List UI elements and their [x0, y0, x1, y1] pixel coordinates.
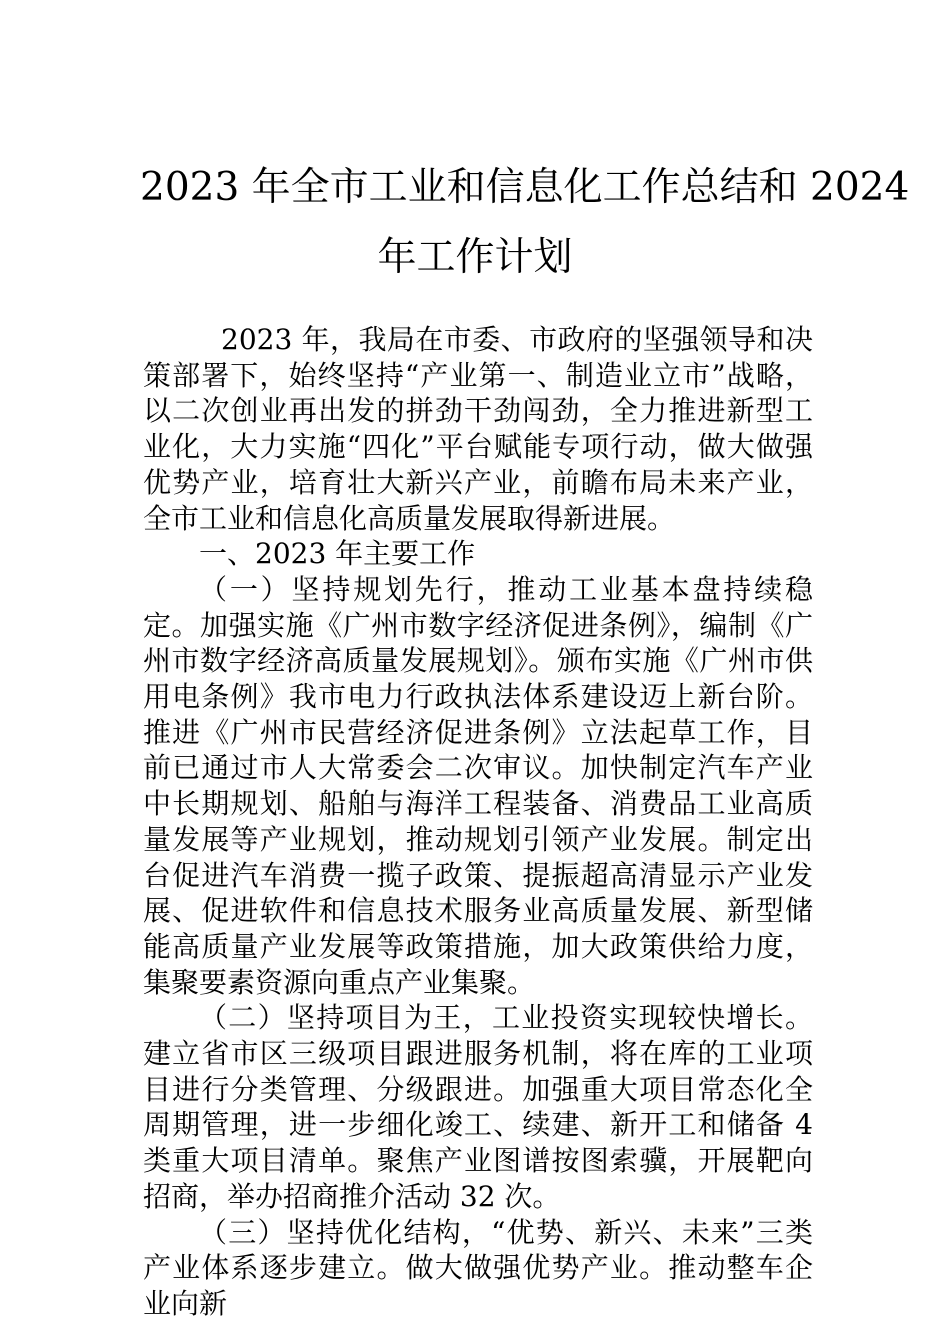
document-title-line-2: 年工作计划	[377, 235, 573, 280]
intro-paragraph: 2023 年，我局在市委、市政府的坚强领导和决策部署下，始终坚持“产业第一、制造业立市”战略，以二次创业再出发的拼劲干劲闯劲，全力推进新型工业化，大力实施“四化”平台赋能专项行动，做大做强优势产业，培育壮大新兴产业，前瞻布局未来产业，全市工业和信息化高质量发展取得新进展。	[143, 323, 813, 535]
section-heading: 一、2023 年主要工作	[199, 537, 476, 571]
document-body	[143, 322, 813, 1322]
document-title-line-1: 2023 年全市工业和信息化工作总结和 2024	[140, 165, 910, 210]
paragraph-item-1: （一）坚持规划先行，推动工业基本盘持续稳定。加强实施《广州市数字经济促进条例》，编制《广州市数字经济高质量发展规划》。颁布实施《广州市供用电条例》我市电力行政执法体系建设迈上新台阶。推进《广州市民营经济促进条例》立法起草工作，目前已通过市人大常委会二次审议。加快制定汽车产业中长期规划、船舶与海洋工程装备、消费品工业高质量发展等产业规划，推动规划引领产业发展。制定出台促进汽车消费一揽子政策、提振超高清显示产业发展、促进软件和信息技术服务业高质量发展、新型储能高质量产业发展等政策措施，加大政策供给力度，集聚要素资源向重点产业集聚。	[143, 572, 813, 999]
paragraph-item-3: （三）坚持优化结构，“优势、新兴、未来”三类产业体系逐步建立。做大做强优势产业。推动整车企业向新	[143, 1215, 813, 1320]
paragraph-item-2: （二）坚持项目为王，工业投资实现较快增长。建立省市区三级项目跟进服务机制，将在库的工业项目进行分类管理、分级跟进。加强重大项目常态化全周期管理，进一步细化竣工、续建、新开工和储备 4 类重大项目清单。聚焦产业图谱按图索骥，开展靶向招商，举办招商推介活动 32 次。	[143, 1001, 813, 1213]
